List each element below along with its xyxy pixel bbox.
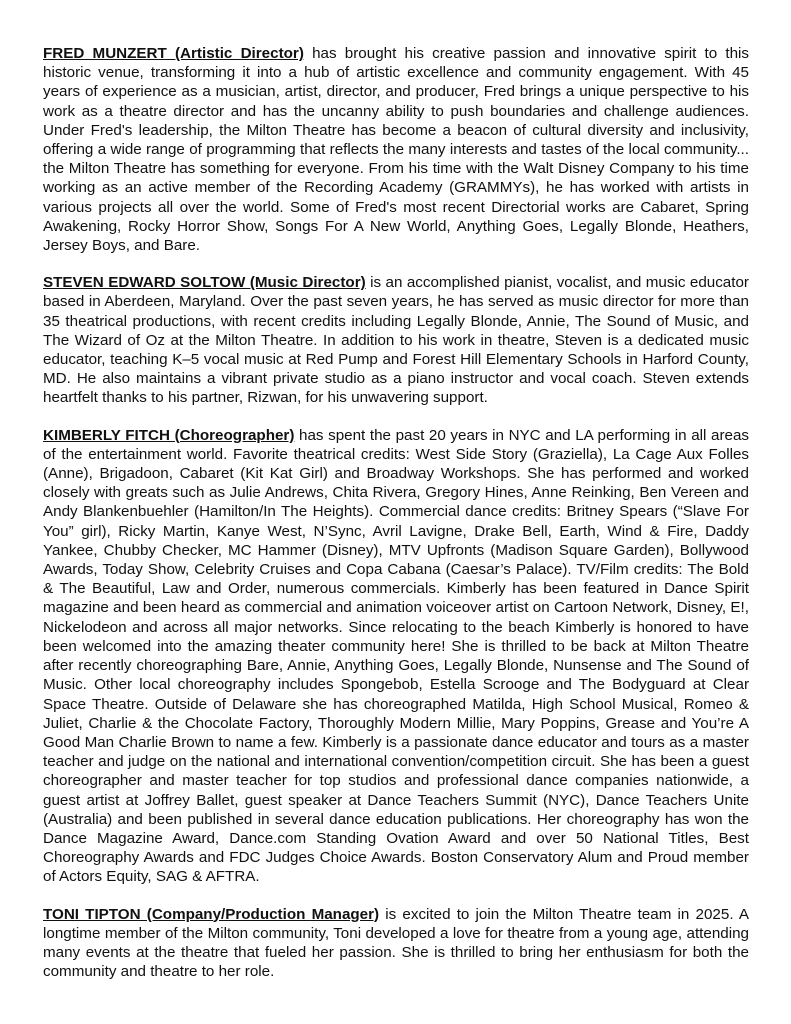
bio-text: has brought his creative passion and innovative spirit to this historic venue, transforming it into a hub of artistic excellence and community engagement. With 45 years of experience as a musician, artist, director, and producer, Fred brings a unique perspective to his work as a theatre director and has the uncanny ability to push boundaries and challenge audiences. Under Fred's leadership, the Milton Theatre has become a beacon of cultural diversity and inclusivity, offering a wide range of programming that reflects the many interests and tastes of the local community... the Milton Theatre has something for everyone. From his time with the Walt Disney Company to his time working as an active member of the Recording Academy (GRAMMYs), he has worked with artists in various projects all over the world. Some of Fred's most recent Directorial works are Cabaret, Spring Awakening, Rocky Horror Show, Songs For A New World, Anything Goes, Legally Blonde, Heathers, Jersey Boys, and Bare. [43, 45, 749, 255]
bio-text: is an accomplished pianist, vocalist, and music educator based in Aberdeen, Maryland. Over the past seven years, he has served as music director for more than 35 theatrical productions, with recent credits including Legally Blonde, Annie, The Sound of Music, and The Wizard of Oz at the Milton Theatre. In addition to his work in theatre, Steven is a dedicated music educator, teaching K–5 vocal music at Red Pump and Forest Hill Elementary Schools in Harford County, MD. He also maintains a vibrant private studio as a piano instructor and vocal coach. Steven extends heartfelt thanks to his partner, Rizwan, for his unwavering support. [43, 274, 749, 407]
document-page [43, 44, 749, 999]
bio-heading: STEVEN EDWARD SOLTOW (Music Director) [43, 274, 366, 292]
bio-toni-tipton [43, 905, 749, 982]
bio-text: has spent the past 20 years in NYC and LA performing in all areas of the entertainment world. Favorite theatrical credits: West Side Story (Graziella), La Cage Aux Folles (Anne), Brigadoon, Cabaret (Kit Kat Girl) and Broadway Workshops. She has performed and worked closely with greats such as Julie Andrews, Chita Rivera, Gregory Hines, Anne Reinking, Ben Vereen and Andy Blankenbuehler (Hamilton/In The Heights). Commercial dance credits: Britney Spears (“Slave For You” girl), Ricky Martin, Kanye West, N’Sync, Avril Lavigne, Drake Bell, Earth, Wind & Fire, Daddy Yankee, Chubby Checker, MC Hammer (Disney), MTV Upfronts (Madison Square Garden), Bollywood Awards, Today Show, Celebrity Cruises and Copa Cabana (Caesar’s Palace). TV/Film credits: The Bold & The Beautiful, Law and Order, numerous commercials. Kimberly has been featured in Dance Spirit magazine and been heard as commercial and animation voiceover artist on Cartoon Network, Disney, E!, Nickelodeon and across all major networks. Since relocating to the beach Kimberly is honored to have been welcomed into the amazing theater community here! She is thrilled to be back at Milton Theatre after recently choreographing Bare, Annie, Anything Goes, Legally Blonde, Nunsense and The Sound of Music. Other local choreography includes Spongebob, Estella Scrooge and The Bodyguard at Clear Space Theatre. Outside of Delaware she has choreographed Matilda, High School Musical, Romeo & Juliet, Charlie & the Chocolate Factory, Thoroughly Modern Millie, Mary Poppins, Grease and You’re A Good Man Charlie Brown to name a few. Kimberly is a passionate dance educator and tours as a master teacher and judge on the national and international convention/competition circuit. She has been a guest choreographer and master teacher for top studios and professional dance companies nationwide, a guest artist at Joffrey Ballet, guest speaker at Dance Teachers Summit (NYC), Dance Teachers Unite (Australia) and been published in several dance education publications. Her choreography has won the Dance Magazine Award, Dance.com Standing Ovation Award and over 50 National Titles, Best Choreography Awards and FDC Judges Choice Awards. Boston Conservatory Alum and Proud member of Actors Equity, SAG & AFTRA. [43, 426, 749, 886]
bio-kimberly-fitch [43, 426, 749, 887]
bio-heading: FRED MUNZERT (Artistic Director) [43, 45, 304, 62]
bio-text: is excited to join the Milton Theatre team in 2025. A longtime member of the Milton community, Toni developed a love for theatre from a young age, attending many events at the theatre that fueled her passion. She is thrilled to bring her enthusiasm for both the community and theatre to her role. [43, 905, 749, 981]
bio-heading: TONI TIPTON (Company/Production Manager) [43, 905, 380, 923]
bio-fred-munzert [43, 44, 749, 255]
bio-steven-edward-soltow [43, 273, 749, 407]
bio-heading: KIMBERLY FITCH (Choreographer) [43, 426, 295, 444]
